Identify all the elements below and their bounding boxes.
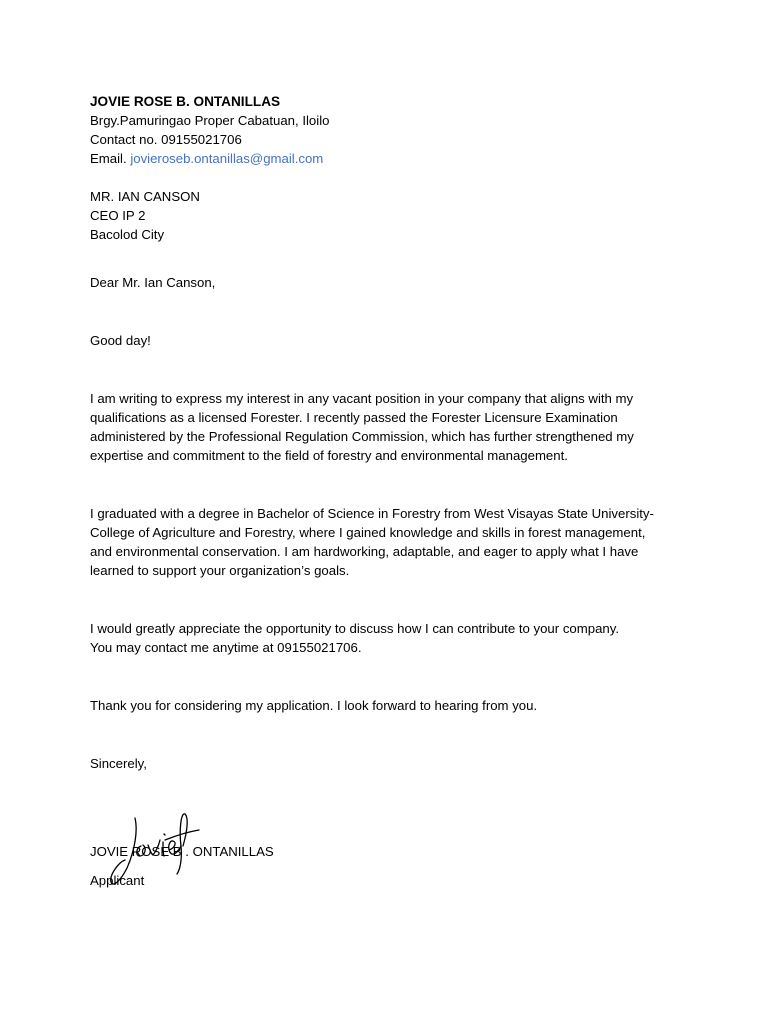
paragraph-line: I graduated with a degree in Bachelor of Science in Forestry from West Visayas State University- xyxy=(90,506,654,521)
printed-name: JOVIE ROSE B . ONTANILLAS xyxy=(90,844,274,859)
applicant-role: Applicant xyxy=(90,873,145,888)
paragraph-line: administered by the Professional Regulation Commission, which has further strengthened my xyxy=(90,429,634,444)
letter-body xyxy=(90,92,690,890)
paragraph-line: and environmental conservation. I am hardworking, adaptable, and eager to apply what I have xyxy=(90,544,639,559)
paragraph-line: Thank you for considering my application. I look forward to hearing from you. xyxy=(90,698,538,713)
paragraph-thanks xyxy=(90,696,690,715)
handwritten-signature xyxy=(105,810,200,892)
paragraph-line: I would greatly appreciate the opportunity to discuss how I can contribute to your company. xyxy=(90,621,620,636)
sender-email-line xyxy=(90,149,690,168)
paragraph-line: expertise and commitment to the field of forestry and environmental management. xyxy=(90,448,568,463)
recipient-title: CEO IP 2 xyxy=(90,208,146,223)
sender-contact: Contact no. 09155021706 xyxy=(90,132,242,147)
salutation: Dear Mr. Ian Canson, xyxy=(90,275,216,290)
signature-icon xyxy=(105,810,200,892)
paragraph-line: I am writing to express my interest in any vacant position in your company that aligns with my xyxy=(90,391,634,406)
paragraph-interest xyxy=(90,389,690,465)
paragraph-education xyxy=(90,504,690,580)
paragraph-contact xyxy=(90,619,690,657)
closing: Sincerely, xyxy=(90,756,147,771)
email-link[interactable]: jovieroseb.ontanillas@gmail.com xyxy=(130,151,324,166)
recipient-city: Bacolod City xyxy=(90,227,165,242)
recipient-name: MR. IAN CANSON xyxy=(90,189,200,204)
sender-address: Brgy.Pamuringao Proper Cabatuan, Iloilo xyxy=(90,113,330,128)
email-label: Email. xyxy=(90,151,127,166)
paragraph-line: College of Agriculture and Forestry, where I gained knowledge and skills in forest management, xyxy=(90,525,646,540)
paragraph-line: You may contact me anytime at 09155021706. xyxy=(90,640,362,655)
sender-name: JOVIE ROSE B. ONTANILLAS xyxy=(90,94,281,109)
paragraph-line: qualifications as a licensed Forester. I recently passed the Forester Licensure Examination xyxy=(90,410,618,425)
paragraph-line: learned to support your organization’s goals. xyxy=(90,563,350,578)
greeting: Good day! xyxy=(90,333,151,348)
